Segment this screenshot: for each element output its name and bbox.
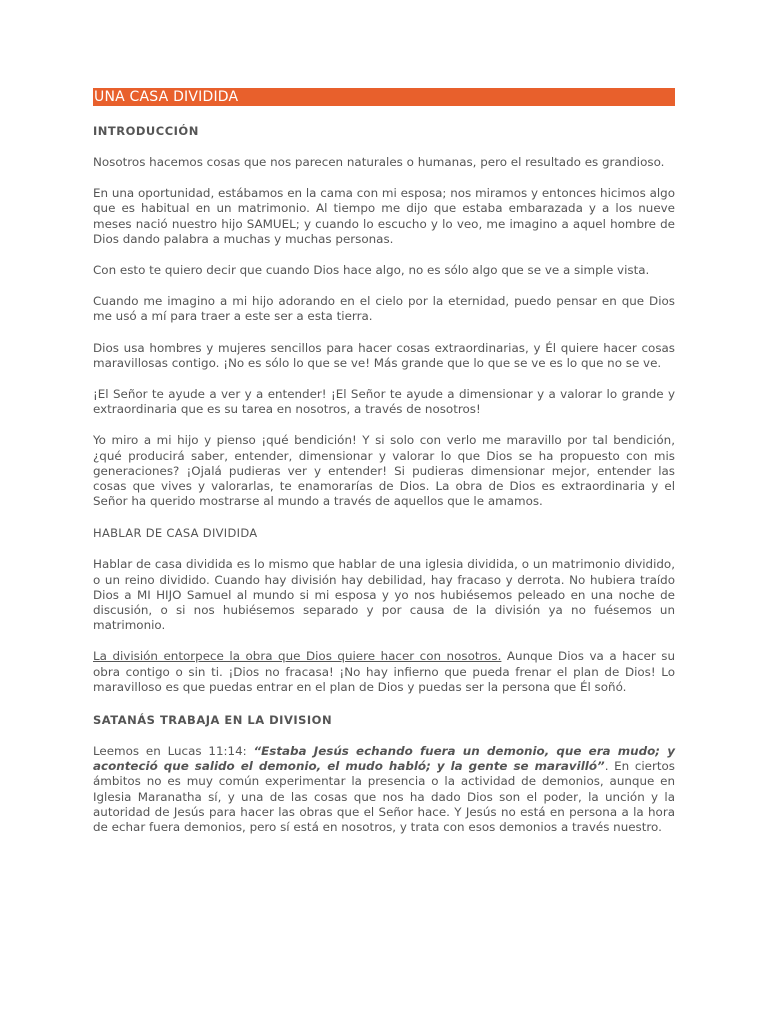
section-heading-satanas: SATANÁS TRABAJA EN LA DIVISION [93, 713, 333, 728]
underlined-statement: La división entorpece la obra que Dios quiere hacer con nosotros. [93, 649, 502, 664]
paragraph-6: ¡El Señor te ayude a ver y a entender! ¡El Señor te ayude a dimensionar y a valorar lo grande y extraordinaria que es su tarea en nosotros, a través de nosotros! [93, 387, 675, 417]
paragraph-9 [93, 649, 675, 695]
paragraph-7: Yo miro a mi hijo y pienso ¡qué bendición! Y si solo con verlo me maravillo por tal bendición, ¿qué producirá saber, entender, dimensionar y valorar lo que Dios se ha propuesto con mis generaciones? ¡Ojalá pudieras ver y entender! Si pudieras dimensionar mejor, entender las cosas que vives y valorarlas, te enamorarías de Dios. La obra de Dios es extraordinaria y el Señor ha querido mostrarse al mundo a través de aquellos que le amamos. [93, 433, 675, 509]
document-page [93, 88, 675, 835]
bible-quote: “Estaba Jesús echando fuera un demonio, que era mudo; y aconteció que salido el demonio, el mudo habló; y la gente se maravilló” [93, 744, 675, 774]
paragraph-3: Con esto te quiero decir que cuando Dios hace algo, no es sólo algo que se ve a simple vista. [93, 263, 650, 278]
paragraph-1: Nosotros hacemos cosas que nos parecen naturales o humanas, pero el resultado es grandioso. [93, 155, 665, 169]
paragraph-8: Hablar de casa dividida es lo mismo que hablar de una iglesia dividida, o un matrimonio dividido, o un reino dividido. Cuando hay división hay debilidad, hay fracaso y derrota. No hubiera traído Dios a MI HIJO Samuel al mundo si mi esposa y yo nos hubiésemos peleado en una noche de discusión, o si nos hubiésemos separado y por causa de la división ya no fuésemos un matrimonio. [93, 557, 675, 633]
document-title: UNA CASA DIVIDIDA [93, 88, 675, 106]
paragraph-5: Dios usa hombres y mujeres sencillos para hacer cosas extraordinarias, y Él quiere hacer cosas maravillosas contigo. ¡No es sólo lo que se ve! Más grande que lo que se ve es lo que no se ve. [93, 340, 675, 370]
paragraph-9-rest: Aunque Dios va a hacer su obra contigo o sin ti. ¡Dios no fracasa! ¡No hay infierno que pueda frenar el plan de Dios! Lo maravilloso es que puedas entrar en el plan de Dios y puedas ser la persona que Él soñó. [93, 649, 675, 694]
paragraph-10-rest: . En ciertos ámbitos no es muy común experimentar la presencia o la actividad de demonios, aunque en Iglesia Maranatha sí, y una de las cosas que nos ha dado Dios son el poder, la unción y la autoridad de Jesús para hacer las obras que el Señor hace. Y Jesús no está en persona a la hora de echar fuera demonios, pero sí está en nosotros, y trata con esos demonios a través nuestro. [93, 759, 675, 835]
paragraph-10-intro: Leemos en Lucas 11:14: [93, 744, 254, 759]
section-heading-introduccion: INTRODUCCIÓN [93, 124, 199, 138]
paragraph-2: En una oportunidad, estábamos en la cama con mi esposa; nos miramos y entonces hicimos algo que es habitual en un matrimonio. Al tiempo me dijo que estaba embarazada y a los nueve meses nació nuestro hijo SAMUEL; y cuando lo escucho y lo veo, me imagino a aquel hombre de Dios dando palabra a muchas y muchas personas. [93, 186, 675, 246]
paragraph-10 [93, 744, 675, 835]
paragraph-4: Cuando me imagino a mi hijo adorando en el cielo por la eternidad, puedo pensar en que Dios me usó a mí para traer a este ser a esta tierra. [93, 294, 675, 324]
section-heading-hablar: HABLAR DE CASA DIVIDIDA [93, 526, 258, 541]
